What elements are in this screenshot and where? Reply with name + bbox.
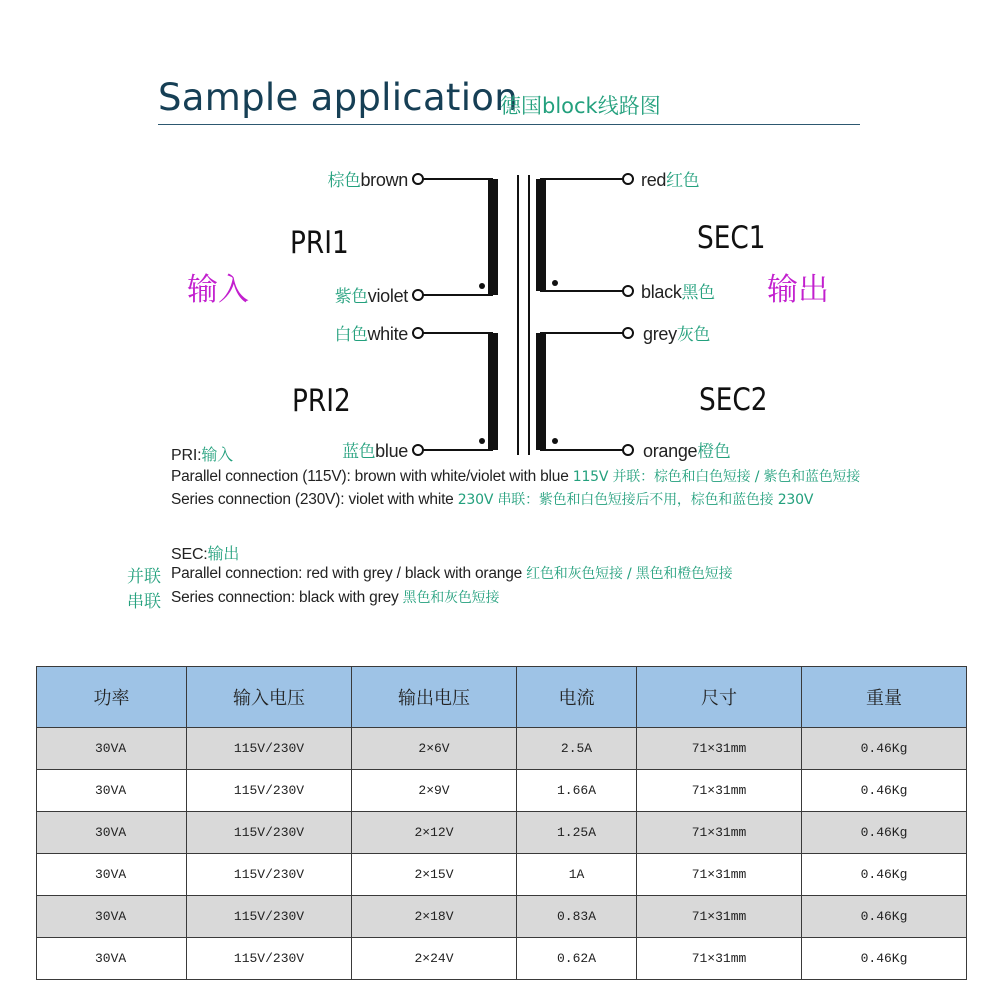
pri1-polarity-dot xyxy=(479,283,485,289)
pri-parallel-note: Parallel connection (115V): brown with white/violet with blue 115V 并联：棕色和白色短接 / 紫色和蓝色短接 xyxy=(171,468,861,485)
terminal-brown xyxy=(413,174,423,184)
cell-current: 1.25A xyxy=(517,812,637,854)
cell-input-voltage: 115V/230V xyxy=(187,896,352,938)
sec2-winding xyxy=(541,333,623,450)
transformer-diagram xyxy=(0,0,1000,470)
cell-power: 30VA xyxy=(37,896,187,938)
cell-output-voltage: 2×12V xyxy=(352,812,517,854)
cell-power: 30VA xyxy=(37,770,187,812)
terminal-orange xyxy=(623,445,633,455)
header-output-voltage: 输出电压 xyxy=(352,667,517,728)
wire-label-red: red红色 xyxy=(641,170,700,191)
terminal-red xyxy=(623,174,633,184)
wire-label-brown: 棕色brown xyxy=(327,170,408,191)
sec2-coil xyxy=(536,333,546,450)
pri1-coil xyxy=(488,179,498,295)
cell-weight: 0.46Kg xyxy=(802,854,967,896)
wire-label-orange: orange橙色 xyxy=(643,441,731,462)
header-weight: 重量 xyxy=(802,667,967,728)
header-input-voltage: 输入电压 xyxy=(187,667,352,728)
cell-size: 71×31mm xyxy=(637,770,802,812)
pri2-polarity-dot xyxy=(479,438,485,444)
cell-input-voltage: 115V/230V xyxy=(187,728,352,770)
cell-output-voltage: 2×6V xyxy=(352,728,517,770)
header-size: 尺寸 xyxy=(637,667,802,728)
cell-size: 71×31mm xyxy=(637,812,802,854)
wire-label-black: black黑色 xyxy=(641,282,715,303)
cell-current: 0.62A xyxy=(517,938,637,980)
table-row xyxy=(37,896,967,938)
table-row xyxy=(37,770,967,812)
cell-input-voltage: 115V/230V xyxy=(187,812,352,854)
header-current: 电流 xyxy=(517,667,637,728)
terminal-white xyxy=(413,328,423,338)
header-power: 功率 xyxy=(37,667,187,728)
wire-label-blue: 蓝色blue xyxy=(342,441,408,462)
cell-current: 1.66A xyxy=(517,770,637,812)
cell-power: 30VA xyxy=(37,854,187,896)
cell-weight: 0.46Kg xyxy=(802,728,967,770)
page-subtitle: 德国block线路图 xyxy=(500,94,661,118)
page-title: Sample application xyxy=(158,76,518,119)
spec-table xyxy=(36,666,967,980)
sec-series-note: Series connection: black with grey 黑色和灰色短接 xyxy=(171,589,500,606)
cell-current: 1A xyxy=(517,854,637,896)
cell-weight: 0.46Kg xyxy=(802,938,967,980)
table-row xyxy=(37,812,967,854)
cell-output-voltage: 2×24V xyxy=(352,938,517,980)
terminal-violet xyxy=(413,290,423,300)
cell-output-voltage: 2×18V xyxy=(352,896,517,938)
cell-weight: 0.46Kg xyxy=(802,770,967,812)
output-label: 输出 xyxy=(767,272,829,308)
cell-output-voltage: 2×9V xyxy=(352,770,517,812)
sec1-coil xyxy=(536,179,546,291)
sec1-winding xyxy=(541,179,623,291)
cell-size: 71×31mm xyxy=(637,896,802,938)
cell-weight: 0.46Kg xyxy=(802,812,967,854)
pri1-winding xyxy=(423,179,492,295)
table-row xyxy=(37,728,967,770)
cell-current: 2.5A xyxy=(517,728,637,770)
label-sec1: SEC1 xyxy=(697,220,766,256)
wire-label-violet: 紫色violet xyxy=(334,286,408,307)
label-pri2: PRI2 xyxy=(292,383,351,419)
pri-series-note: Series connection (230V): violet with white 230V 串联：紫色和白色短接后不用，棕色和蓝色接 230V xyxy=(171,491,814,508)
pri2-winding xyxy=(423,333,492,450)
table-row xyxy=(37,938,967,980)
pri-heading: PRI:输入 xyxy=(171,445,233,464)
sec-parallel-note: Parallel connection: red with grey / black with orange 红色和灰色短接 / 黑色和橙色短接 xyxy=(171,565,733,582)
sec-parallel-side-label: 并联 xyxy=(127,567,161,587)
label-pri1: PRI1 xyxy=(290,225,349,261)
cell-current: 0.83A xyxy=(517,896,637,938)
terminal-black xyxy=(623,286,633,296)
table-header-row xyxy=(37,667,967,728)
input-label: 输入 xyxy=(187,272,249,308)
terminal-grey xyxy=(623,328,633,338)
cell-power: 30VA xyxy=(37,812,187,854)
cell-input-voltage: 115V/230V xyxy=(187,770,352,812)
wire-label-grey: grey灰色 xyxy=(643,324,710,345)
sec-series-side-label: 串联 xyxy=(127,592,161,612)
pri2-coil xyxy=(488,333,498,450)
wire-label-white: 白色white xyxy=(334,324,408,345)
sec2-polarity-dot xyxy=(552,438,558,444)
cell-weight: 0.46Kg xyxy=(802,896,967,938)
cell-input-voltage: 115V/230V xyxy=(187,854,352,896)
cell-output-voltage: 2×15V xyxy=(352,854,517,896)
cell-size: 71×31mm xyxy=(637,854,802,896)
table-row xyxy=(37,854,967,896)
label-sec2: SEC2 xyxy=(699,382,768,418)
sec1-polarity-dot xyxy=(552,280,558,286)
cell-size: 71×31mm xyxy=(637,938,802,980)
cell-power: 30VA xyxy=(37,728,187,770)
cell-power: 30VA xyxy=(37,938,187,980)
cell-size: 71×31mm xyxy=(637,728,802,770)
sec-heading: SEC:输出 xyxy=(171,544,240,563)
terminal-blue xyxy=(413,445,423,455)
cell-input-voltage: 115V/230V xyxy=(187,938,352,980)
